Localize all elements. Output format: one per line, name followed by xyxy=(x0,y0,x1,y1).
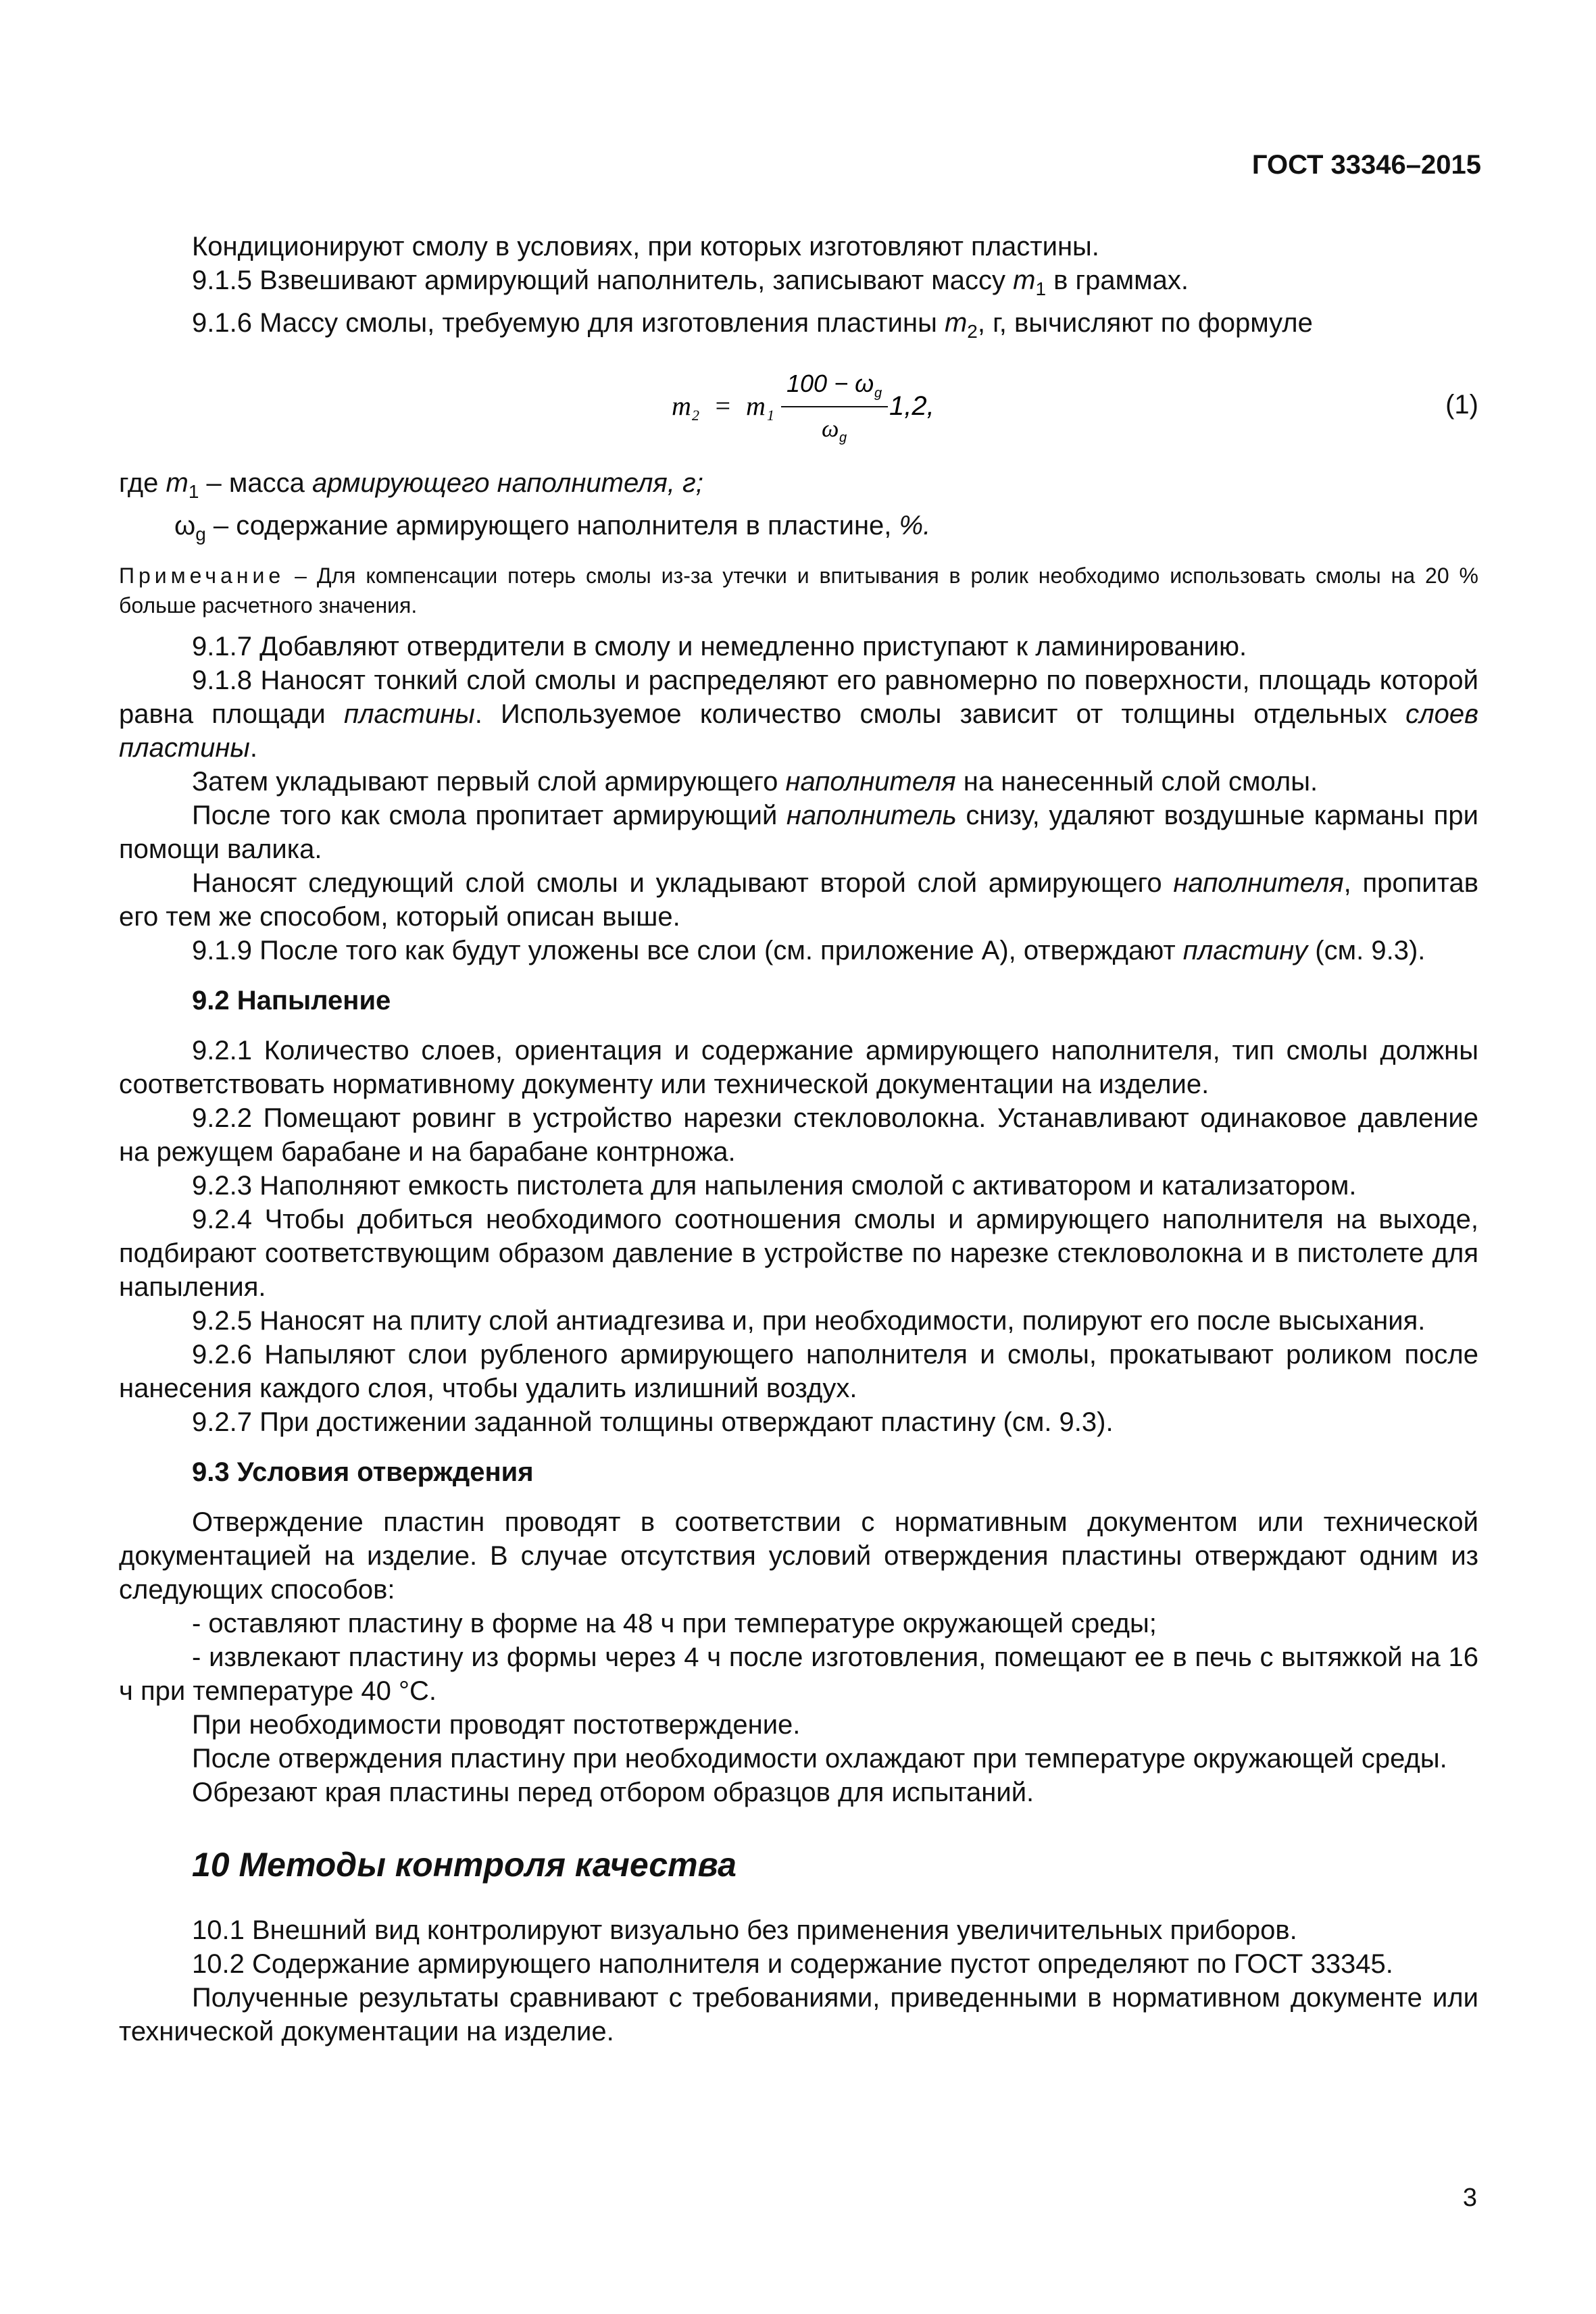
paragraph-10-2: 10.2 Содержание армирующего наполнителя и содержание пустот определяют по ГОСТ 33345. xyxy=(192,1949,1393,1979)
text: , пропитав его тем же способом, который описан выше. xyxy=(119,868,1479,932)
paragraph-918 xyxy=(119,663,1478,765)
subscript: 2 xyxy=(967,321,978,342)
formula-rhs-sub: 1 xyxy=(767,407,774,424)
text: Затем укладывают первый слой армирующего xyxy=(192,767,786,797)
paragraph-921: 9.2.1 Количество слоев, ориентация и содержание армирующего наполнителя, тип смолы должны соответствовать нормативному документу или технической документации на изделие. xyxy=(119,1036,1478,1099)
paragraph xyxy=(119,866,1478,934)
paragraph-922: 9.2.2 Помещают ровинг в устройство нарезки стекловолокна. Устанавливают одинаковое давление на режущем барабане и на барабане контрножа. xyxy=(119,1103,1478,1167)
paragraph-925: 9.2.5 Наносят на плиту слой антиадгезива и, при необходимости, полируют его после высыхания. xyxy=(192,1306,1426,1336)
italic-text: армирующего наполнителя, г; xyxy=(311,468,703,498)
text: на нанесенный слой смолы. xyxy=(955,767,1318,797)
paragraph xyxy=(119,799,1478,866)
definition-m1 xyxy=(119,466,1478,509)
paragraph xyxy=(119,765,1478,799)
section-heading-10: 10 Методы контроля качества xyxy=(192,1846,737,1884)
paragraph-927: 9.2.7 При достижении заданной толщины отверждают пластину (см. 9.3). xyxy=(192,1407,1114,1437)
formula-lhs-sub: 2 xyxy=(692,407,699,424)
formula-denominator: ω xyxy=(822,415,839,442)
formula-denominator-sub: g xyxy=(839,430,847,445)
text: – содержание армирующего наполнителя в пластине, xyxy=(205,511,899,540)
section-heading-9-3: 9.3 Условия отверждения xyxy=(192,1457,534,1487)
subscript: 1 xyxy=(1035,278,1047,299)
definition-omega xyxy=(119,509,1478,551)
italic-text: слоев пластины xyxy=(119,699,1478,763)
page-number: 3 xyxy=(1462,2184,1477,2212)
paragraph-10-1: 10.1 Внешний вид контролируют визуально без применения увеличительных приборов. xyxy=(192,1915,1297,1945)
formula-1 xyxy=(119,355,1478,457)
text: , г, вычисляют по формуле xyxy=(977,308,1313,338)
paragraph: После отверждения пластину при необходимости охлаждают при температуре окружающей среды. xyxy=(192,1744,1447,1774)
paragraph: Отверждение пластин проводят в соответствии с нормативным документом или технической документацией на изделие. В случае отсутствия условий отверждения пластины отверждают одним из следующих способов: xyxy=(119,1507,1478,1605)
text: 9.1.6 Массу смолы, требуемую для изготовления пластины xyxy=(192,308,945,338)
text: . xyxy=(249,733,257,763)
note-label: Примечание xyxy=(119,563,285,588)
paragraph-924: 9.2.4 Чтобы добиться необходимого соотношения смолы и армирующего наполнителя на выходе, подбирают соответствующим образом давление в устройстве по нарезке стекловолокна и в пистолете для напыления. xyxy=(119,1205,1478,1302)
text: (см. 9.3). xyxy=(1307,936,1426,965)
text: где xyxy=(119,468,166,498)
list-item: - извлекают пластину из формы через 4 ч после изготовления, помещают ее в печь с вытяжкой на 16 ч при температуре 40 °С. xyxy=(119,1642,1478,1706)
paragraph-917: 9.1.7 Добавляют отвердители в смолу и немедленно приступают к ламинированию. xyxy=(192,632,1247,661)
variable: m xyxy=(166,468,189,498)
italic-text: %. xyxy=(899,511,931,540)
document-code-header: ГОСТ 33346–2015 xyxy=(1251,150,1481,180)
paragraph: Полученные результаты сравнивают с требованиями, приведенными в нормативном документе или технической документации на изделие. xyxy=(119,1983,1478,2046)
text: – масса xyxy=(199,468,312,498)
text: . Используемое количество смолы зависит от толщины отдельных xyxy=(474,699,1406,729)
document-body xyxy=(119,230,1478,2048)
paragraph: Обрезают края пластины перед отбором образцов для испытаний. xyxy=(192,1778,1034,1807)
italic-text: пластины xyxy=(343,699,475,729)
formula-numerator: 100 − ω xyxy=(787,370,874,397)
text: 9.1.9 После того как будут уложены все слои (см. приложение А), отверждают xyxy=(192,936,1183,965)
subscript: g xyxy=(195,524,206,545)
subscript: 1 xyxy=(188,481,199,502)
note xyxy=(119,561,1478,620)
paragraph-916 xyxy=(119,306,1478,349)
text: Наносят следующий слой смолы и укладывают второй слой армирующего xyxy=(192,868,1174,898)
formula-expression xyxy=(672,362,1050,450)
paragraph: Кондиционируют смолу в условиях, при которых изготовляют пластины. xyxy=(192,232,1099,261)
paragraph-919 xyxy=(119,934,1478,967)
variable: m xyxy=(944,308,968,338)
italic-text: наполнителя xyxy=(785,767,956,797)
paragraph-915 xyxy=(119,263,1478,306)
text: в граммах. xyxy=(1046,266,1189,295)
paragraph-926: 9.2.6 Напыляют слои рубленого армирующего наполнителя и смолы, прокатывают роликом после нанесения каждого слоя, чтобы удалить излишний воздух. xyxy=(119,1340,1478,1403)
text: снизу, удаляют воздушные карманы при помощи валика. xyxy=(119,801,1479,864)
formula-rhs-var: m xyxy=(746,391,766,421)
paragraph-923: 9.2.3 Наполняют емкость пистолета для напыления смолой с активатором и катализатором. xyxy=(192,1171,1357,1201)
formula-equals: = xyxy=(714,391,732,421)
formula-lhs-var: m xyxy=(672,391,691,421)
formula-numerator-sub: g xyxy=(874,386,882,401)
italic-text: наполнитель xyxy=(786,801,957,830)
list-item: - оставляют пластину в форме на 48 ч при температуре окружающей среды; xyxy=(192,1609,1157,1638)
italic-text: пластину xyxy=(1182,936,1308,965)
symbol: ω xyxy=(174,511,196,540)
formula-factor: 1,2, xyxy=(889,391,934,421)
text: 9.1.8 Наносят тонкий слой смолы и распределяют его равномерно по поверхности, площадь которой равна площади xyxy=(119,665,1478,729)
variable-definitions xyxy=(119,466,1478,551)
italic-text: наполнителя xyxy=(1173,868,1344,898)
paragraph: При необходимости проводят постотверждение. xyxy=(192,1710,801,1740)
variable: m xyxy=(1013,266,1036,295)
formula-number: (1) xyxy=(1445,390,1478,420)
note-text: – Для компенсации потерь смолы из-за утечки и впитывания в ролик необходимо использовать смолы на 20 % больше расчетного значения. xyxy=(119,563,1478,618)
section-heading-9-2: 9.2 Напыление xyxy=(192,986,391,1015)
text: После того как смола пропитает армирующий xyxy=(192,801,787,830)
text: 9.1.5 Взвешивают армирующий наполнитель, записывают массу xyxy=(192,266,1014,295)
